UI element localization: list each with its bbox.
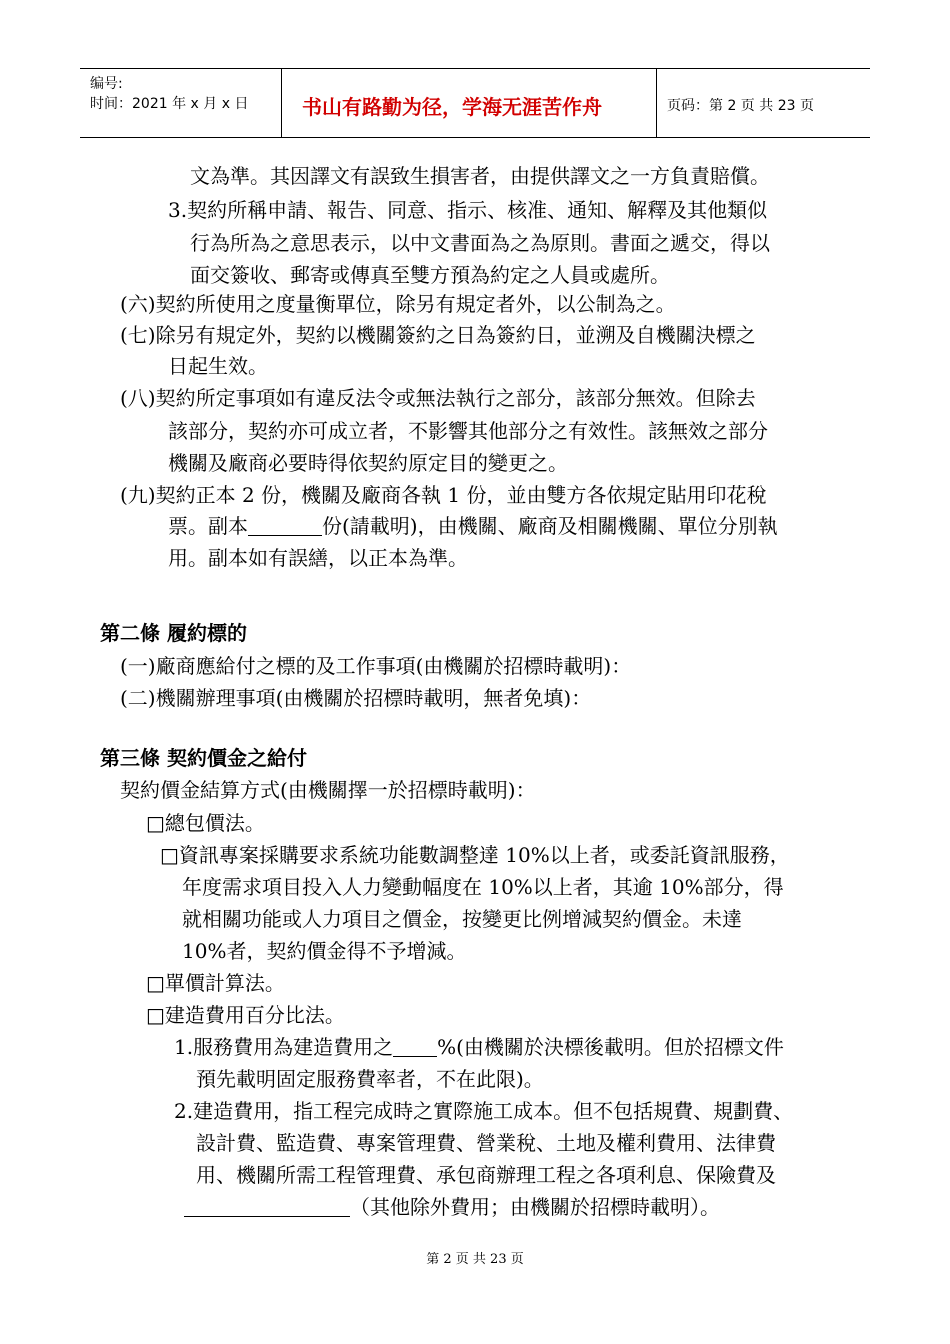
text-line: 預先載明固定服務費率者，不在此限)。	[196, 1067, 544, 1091]
text-line: 就相關功能或人力項目之價金，按變更比例增減契約價金。未達	[182, 907, 742, 931]
text-line	[168, 516, 778, 536]
text-line: (一)廠商應給付之標的及工作事項(由機關於招標時載明)：	[120, 654, 632, 678]
time-label: 时间：2021 年 x 月 x 日	[90, 96, 249, 112]
page-label: 页码：第 2 页 共 23 页	[667, 98, 814, 114]
fill-blank	[184, 1198, 350, 1217]
section-heading: 第二條 履約標的	[100, 621, 247, 645]
text-line: (七)除另有規定外，契約以機關簽約之日為簽約日，並溯及自機關決標之	[120, 323, 756, 347]
text-line: 3.契約所稱申請、報告、同意、指示、核准、通知、解釋及其他類似	[168, 198, 768, 222]
text-line: 用、機關所需工程管理費、承包商辦理工程之各項利息、保險費及	[196, 1163, 776, 1187]
text-line: 10%者，契約價金得不予增減。	[182, 939, 467, 963]
page-footer: 第 2 页 共 23 页	[426, 1252, 524, 1267]
text-line: 日起生效。	[168, 354, 268, 378]
text-line: 面交簽收、郵寄或傳真至雙方預為約定之人員或處所。	[190, 263, 670, 287]
text-fragment: 份(請載明)，由機關、廠商及相關機關、單位分別執	[322, 514, 778, 538]
text-line: 機關及廠商必要時得依契約原定目的變更之。	[168, 451, 568, 475]
checkbox-option: □總包價法。	[146, 811, 265, 835]
page-header	[80, 68, 870, 138]
checkbox-option: □建造費用百分比法。	[146, 1003, 345, 1027]
text-line: 行為所為之意思表示，以中文書面為之為原則。書面之遞交，得以	[190, 231, 770, 255]
text-line: 文為準。其因譯文有誤致生損害者，由提供譯文之一方負責賠償。	[190, 164, 770, 188]
text-line	[184, 1197, 720, 1217]
text-line	[174, 1037, 784, 1057]
motto: 书山有路勤为径，学海无涯苦作舟	[302, 95, 602, 119]
text-fragment: %(由機關於決標後載明。但於招標文件	[437, 1035, 784, 1059]
text-line: 用。副本如有誤繕，以正本為準。	[168, 546, 468, 570]
header-page-cell	[657, 69, 870, 137]
text-line: (六)契約所使用之度量衡單位，除另有規定者外，以公制為之。	[120, 292, 676, 316]
text-line: 年度需求項目投入人力變動幅度在 10%以上者，其逾 10%部分，得	[182, 875, 784, 899]
text-fragment: 1.服務費用為建造費用之	[174, 1035, 394, 1059]
text-line: 該部分，契約亦可成立者，不影響其他部分之有效性。該無效之部分	[168, 419, 768, 443]
text-line: 契約價金結算方式(由機關擇一於招標時載明)：	[120, 778, 536, 802]
fill-blank	[393, 1038, 437, 1057]
text-line: (二)機關辦理事項(由機關於招標時載明，無者免填)：	[120, 686, 592, 710]
section-heading: 第三條 契約價金之給付	[100, 746, 307, 770]
text-line: (八)契約所定事項如有違反法令或無法執行之部分，該部分無效。但除去	[120, 386, 756, 410]
checkbox-option: □單價計算法。	[146, 971, 285, 995]
text-line: 2.建造費用，指工程完成時之實際施工成本。但不包括規費、規劃費、	[174, 1099, 794, 1123]
checkbox-option: □資訊專案採購要求系統功能數調整達 10%以上者，或委託資訊服務，	[160, 843, 790, 867]
fill-blank	[248, 517, 322, 536]
text-line: (九)契約正本 2 份，機關及廠商各執 1 份，並由雙方各依規定貼用印花稅	[120, 483, 767, 507]
header-motto-cell	[282, 69, 657, 137]
text-fragment: （其他除外費用；由機關於招標時載明）。	[350, 1195, 720, 1219]
text-line: 設計費、監造費、專案管理費、營業稅、土地及權利費用、法律費	[196, 1131, 776, 1155]
number-label: 编号:	[90, 76, 123, 92]
text-fragment: 票。副本	[168, 514, 248, 538]
header-meta-cell	[80, 69, 282, 137]
